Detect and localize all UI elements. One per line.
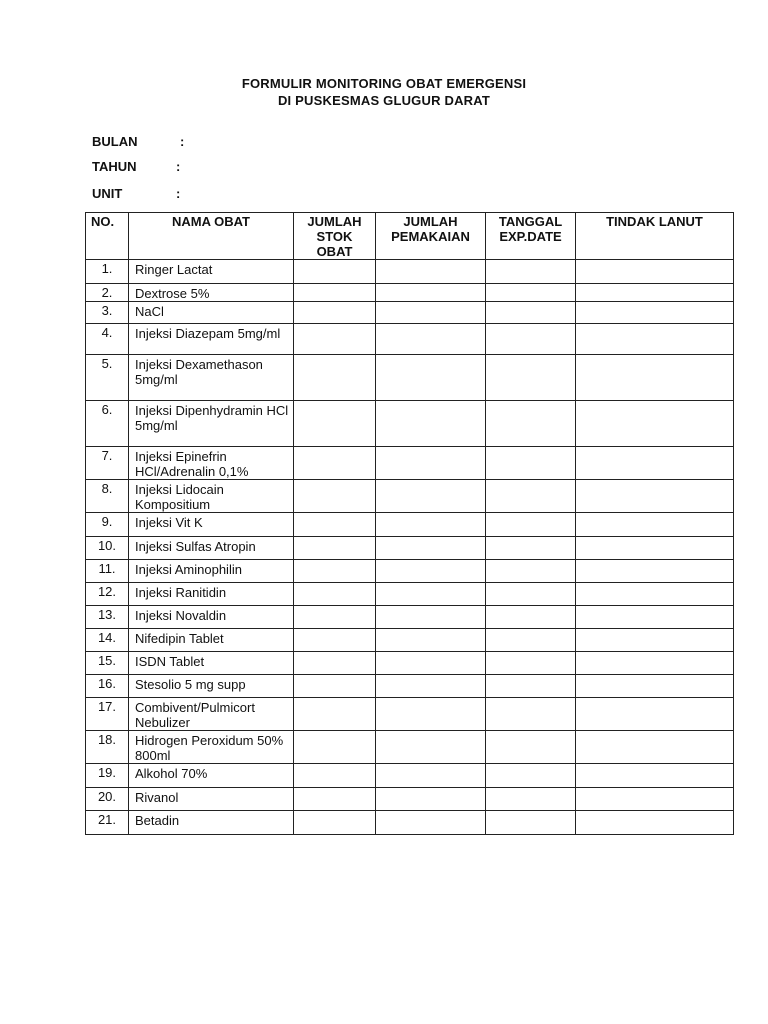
table-row bbox=[86, 652, 734, 675]
table-row bbox=[86, 260, 734, 284]
exp-date-cell[interactable] bbox=[486, 698, 576, 731]
row-number: 2. bbox=[86, 284, 129, 302]
drug-name: Rivanol bbox=[129, 788, 294, 811]
stok-cell[interactable] bbox=[294, 513, 376, 537]
row-number: 8. bbox=[86, 480, 129, 513]
monitoring-table bbox=[85, 212, 734, 835]
row-number: 10. bbox=[86, 537, 129, 560]
drug-name: Injeksi Sulfas Atropin bbox=[129, 537, 294, 560]
exp-date-cell[interactable] bbox=[486, 675, 576, 698]
header-jumlah-pemakaian: JUMLAH PEMAKAIAN bbox=[376, 213, 486, 260]
stok-cell[interactable] bbox=[294, 788, 376, 811]
exp-date-cell[interactable] bbox=[486, 302, 576, 324]
stok-cell[interactable] bbox=[294, 260, 376, 284]
form-title: FORMULIR MONITORING OBAT EMERGENSI bbox=[241, 76, 527, 91]
tindak-lanut-cell[interactable] bbox=[576, 811, 734, 835]
pemakaian-cell[interactable] bbox=[376, 284, 486, 302]
tindak-lanut-cell[interactable] bbox=[576, 447, 734, 480]
drug-name: NaCl bbox=[129, 302, 294, 324]
drug-name: ISDN Tablet bbox=[129, 652, 294, 675]
drug-name: Hidrogen Peroxidum 50% 800ml bbox=[129, 731, 294, 764]
header-tindak-lanut: TINDAK LANUT bbox=[576, 213, 734, 260]
exp-date-cell[interactable] bbox=[486, 537, 576, 560]
pemakaian-cell[interactable] bbox=[376, 675, 486, 698]
field-unit bbox=[92, 186, 180, 201]
stok-cell[interactable] bbox=[294, 675, 376, 698]
pemakaian-cell[interactable] bbox=[376, 731, 486, 764]
pemakaian-cell[interactable] bbox=[376, 583, 486, 606]
stok-cell[interactable] bbox=[294, 560, 376, 583]
pemakaian-cell[interactable] bbox=[376, 652, 486, 675]
field-separator: : bbox=[176, 159, 181, 174]
table-row bbox=[86, 764, 734, 788]
stok-cell[interactable] bbox=[294, 698, 376, 731]
drug-name: Injeksi Diazepam 5mg/ml bbox=[129, 324, 294, 355]
field-label: BULAN bbox=[92, 134, 138, 149]
drug-name: Nifedipin Tablet bbox=[129, 629, 294, 652]
table-row bbox=[86, 480, 734, 513]
exp-date-cell[interactable] bbox=[486, 260, 576, 284]
pemakaian-cell[interactable] bbox=[376, 764, 486, 788]
tindak-lanut-cell[interactable] bbox=[576, 302, 734, 324]
exp-date-cell[interactable] bbox=[486, 284, 576, 302]
header-jumlah-stok: JUMLAH STOK OBAT bbox=[294, 213, 376, 260]
header-no: NO. bbox=[86, 213, 129, 260]
exp-date-cell[interactable] bbox=[486, 355, 576, 401]
row-number: 17. bbox=[86, 698, 129, 731]
exp-date-cell[interactable] bbox=[486, 401, 576, 447]
drug-name: Injeksi Dexamethason 5mg/ml bbox=[129, 355, 294, 401]
table-row bbox=[86, 447, 734, 480]
drug-name: Injeksi Lidocain Kompositium bbox=[129, 480, 294, 513]
tindak-lanut-cell[interactable] bbox=[576, 764, 734, 788]
stok-cell[interactable] bbox=[294, 401, 376, 447]
table-row bbox=[86, 675, 734, 698]
exp-date-cell[interactable] bbox=[486, 629, 576, 652]
tindak-lanut-cell[interactable] bbox=[576, 284, 734, 302]
stok-cell[interactable] bbox=[294, 629, 376, 652]
exp-date-cell[interactable] bbox=[486, 811, 576, 835]
drug-name: Stesolio 5 mg supp bbox=[129, 675, 294, 698]
pemakaian-cell[interactable] bbox=[376, 480, 486, 513]
drug-name: Injeksi Ranitidin bbox=[129, 583, 294, 606]
row-number: 7. bbox=[86, 447, 129, 480]
field-separator: : bbox=[180, 134, 185, 149]
tindak-lanut-cell[interactable] bbox=[576, 324, 734, 355]
row-number: 9. bbox=[86, 513, 129, 537]
drug-name: Injeksi Novaldin bbox=[129, 606, 294, 629]
exp-date-cell[interactable] bbox=[486, 731, 576, 764]
row-number: 6. bbox=[86, 401, 129, 447]
stok-cell[interactable] bbox=[294, 537, 376, 560]
tindak-lanut-cell[interactable] bbox=[576, 629, 734, 652]
tindak-lanut-cell[interactable] bbox=[576, 788, 734, 811]
exp-date-cell[interactable] bbox=[486, 324, 576, 355]
row-number: 4. bbox=[86, 324, 129, 355]
pemakaian-cell[interactable] bbox=[376, 606, 486, 629]
pemakaian-cell[interactable] bbox=[376, 560, 486, 583]
pemakaian-cell[interactable] bbox=[376, 513, 486, 537]
table-row bbox=[86, 284, 734, 302]
field-label: TAHUN bbox=[92, 159, 137, 174]
field-tahun bbox=[92, 159, 180, 174]
row-number: 1. bbox=[86, 260, 129, 284]
pemakaian-cell[interactable] bbox=[376, 401, 486, 447]
row-number: 16. bbox=[86, 675, 129, 698]
tindak-lanut-cell[interactable] bbox=[576, 675, 734, 698]
header-nama-obat: NAMA OBAT bbox=[129, 213, 294, 260]
form-subtitle: DI PUSKESMAS GLUGUR DARAT bbox=[277, 93, 491, 108]
pemakaian-cell[interactable] bbox=[376, 302, 486, 324]
table-row bbox=[86, 811, 734, 835]
drug-name: Injeksi Epinefrin HCl/Adrenalin 0,1% bbox=[129, 447, 294, 480]
stok-cell[interactable] bbox=[294, 480, 376, 513]
drug-name: Betadin bbox=[129, 811, 294, 835]
tindak-lanut-cell[interactable] bbox=[576, 731, 734, 764]
stok-cell[interactable] bbox=[294, 324, 376, 355]
stok-cell[interactable] bbox=[294, 731, 376, 764]
stok-cell[interactable] bbox=[294, 764, 376, 788]
table-row bbox=[86, 731, 734, 764]
stok-cell[interactable] bbox=[294, 447, 376, 480]
exp-date-cell[interactable] bbox=[486, 764, 576, 788]
stok-cell[interactable] bbox=[294, 355, 376, 401]
pemakaian-cell[interactable] bbox=[376, 355, 486, 401]
stok-cell[interactable] bbox=[294, 302, 376, 324]
table-row bbox=[86, 355, 734, 401]
exp-date-cell[interactable] bbox=[486, 652, 576, 675]
row-number: 15. bbox=[86, 652, 129, 675]
row-number: 11. bbox=[86, 560, 129, 583]
exp-date-cell[interactable] bbox=[486, 560, 576, 583]
row-number: 20. bbox=[86, 788, 129, 811]
tindak-lanut-cell[interactable] bbox=[576, 480, 734, 513]
pemakaian-cell[interactable] bbox=[376, 811, 486, 835]
row-number: 12. bbox=[86, 583, 129, 606]
tindak-lanut-cell[interactable] bbox=[576, 583, 734, 606]
table-row bbox=[86, 606, 734, 629]
table-row bbox=[86, 788, 734, 811]
pemakaian-cell[interactable] bbox=[376, 260, 486, 284]
row-number: 18. bbox=[86, 731, 129, 764]
tindak-lanut-cell[interactable] bbox=[576, 401, 734, 447]
tindak-lanut-cell[interactable] bbox=[576, 537, 734, 560]
drug-name: Injeksi Vit K bbox=[129, 513, 294, 537]
exp-date-cell[interactable] bbox=[486, 513, 576, 537]
table-row bbox=[86, 698, 734, 731]
drug-name: Dextrose 5% bbox=[129, 284, 294, 302]
exp-date-cell[interactable] bbox=[486, 788, 576, 811]
row-number: 21. bbox=[86, 811, 129, 835]
table-row bbox=[86, 583, 734, 606]
tindak-lanut-cell[interactable] bbox=[576, 513, 734, 537]
table-row bbox=[86, 537, 734, 560]
table-row bbox=[86, 629, 734, 652]
drug-name: Injeksi Aminophilin bbox=[129, 560, 294, 583]
tindak-lanut-cell[interactable] bbox=[576, 652, 734, 675]
table-row bbox=[86, 513, 734, 537]
table-row bbox=[86, 401, 734, 447]
row-number: 5. bbox=[86, 355, 129, 401]
tindak-lanut-cell[interactable] bbox=[576, 260, 734, 284]
exp-date-cell[interactable] bbox=[486, 480, 576, 513]
tindak-lanut-cell[interactable] bbox=[576, 698, 734, 731]
pemakaian-cell[interactable] bbox=[376, 537, 486, 560]
tindak-lanut-cell[interactable] bbox=[576, 560, 734, 583]
pemakaian-cell[interactable] bbox=[376, 698, 486, 731]
table-row bbox=[86, 560, 734, 583]
table-row bbox=[86, 324, 734, 355]
stok-cell[interactable] bbox=[294, 606, 376, 629]
header-tanggal-exp: TANGGAL EXP.DATE bbox=[486, 213, 576, 260]
row-number: 14. bbox=[86, 629, 129, 652]
tindak-lanut-cell[interactable] bbox=[576, 355, 734, 401]
stok-cell[interactable] bbox=[294, 811, 376, 835]
row-number: 13. bbox=[86, 606, 129, 629]
exp-date-cell[interactable] bbox=[486, 583, 576, 606]
drug-name: Alkohol 70% bbox=[129, 764, 294, 788]
pemakaian-cell[interactable] bbox=[376, 788, 486, 811]
table-row bbox=[86, 302, 734, 324]
table-header-row bbox=[86, 213, 734, 260]
drug-name: Ringer Lactat bbox=[129, 260, 294, 284]
field-separator: : bbox=[176, 186, 181, 201]
row-number: 3. bbox=[86, 302, 129, 324]
pemakaian-cell[interactable] bbox=[376, 324, 486, 355]
row-number: 19. bbox=[86, 764, 129, 788]
stok-cell[interactable] bbox=[294, 652, 376, 675]
field-bulan bbox=[92, 134, 184, 149]
pemakaian-cell[interactable] bbox=[376, 447, 486, 480]
stok-cell[interactable] bbox=[294, 284, 376, 302]
exp-date-cell[interactable] bbox=[486, 447, 576, 480]
exp-date-cell[interactable] bbox=[486, 606, 576, 629]
field-label: UNIT bbox=[92, 186, 123, 201]
drug-name: Injeksi Dipenhydramin HCl 5mg/ml bbox=[129, 401, 294, 447]
drug-name: Combivent/Pulmicort Nebulizer bbox=[129, 698, 294, 731]
stok-cell[interactable] bbox=[294, 583, 376, 606]
pemakaian-cell[interactable] bbox=[376, 629, 486, 652]
tindak-lanut-cell[interactable] bbox=[576, 606, 734, 629]
